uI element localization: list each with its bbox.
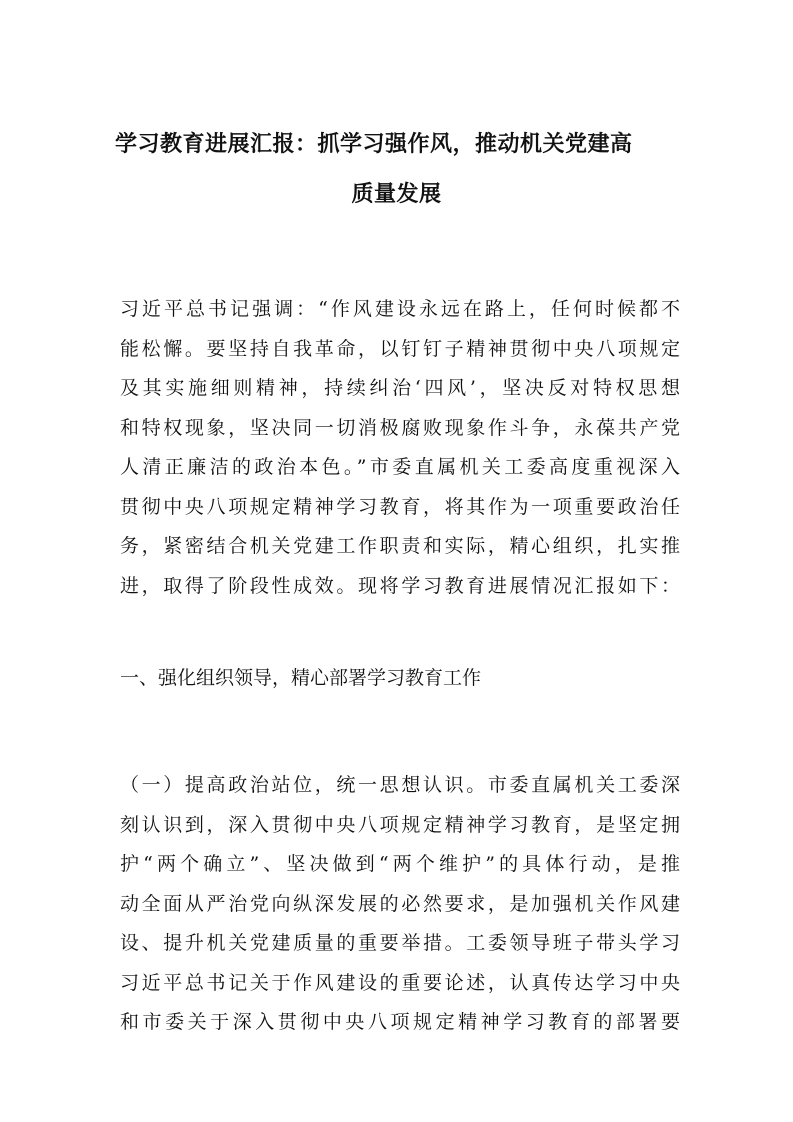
paragraph-line: 设、提升机关党建质量的重要举措。工委领导班子带头学习 <box>120 932 680 954</box>
paragraph-line: 人清正廉洁的政治本色。”市委直属机关工委高度重视深入 <box>120 456 680 478</box>
intro-paragraph <box>120 290 680 606</box>
paragraph-line: （一）提高政治站位，统一思想认识。市委直属机关工委深 <box>120 774 680 796</box>
paragraph-line: 进，取得了阶段性成效。现将学习教育进展情况汇报如下： <box>120 574 680 597</box>
document-title-line-1: 学习教育进展汇报：抓学习强作风，推动机关党建高 <box>115 131 633 157</box>
paragraph-line: 贯彻中央八项规定精神学习教育，将其作为一项重要政治任 <box>120 495 680 518</box>
section-paragraph <box>120 766 680 1043</box>
section-heading: 一、强化组织领导，精心部署学习教育工作 <box>120 667 482 689</box>
paragraph-line: 习近平总书记关于作风建设的重要论述，认真传达学习中央 <box>120 971 680 994</box>
paragraph-line: 和特权现象，坚决同一切消极腐败现象作斗争，永葆共产党 <box>120 416 680 439</box>
paragraph-line: 和市委关于深入贯彻中央八项规定精神学习教育的部署要 <box>120 1011 680 1033</box>
document-title-line-2: 质量发展 <box>351 181 442 207</box>
paragraph-line: 护“两个确立”、坚决做到“两个维护”的具体行动，是推 <box>120 853 680 875</box>
paragraph-line: 及其实施细则精神，持续纠治‘四风’，坚决反对特权思想 <box>120 377 680 399</box>
paragraph-line: 刻认识到，深入贯彻中央八项规定精神学习教育，是坚定拥 <box>120 813 680 836</box>
paragraph-line: 能松懈。要坚持自我革命，以钉钉子精神贯彻中央八项规定 <box>120 337 680 360</box>
paragraph-line: 动全面从严治党向纵深发展的必然要求，是加强机关作风建 <box>120 892 680 915</box>
paragraph-line: 习近平总书记强调：“作风建设永远在路上，任何时候都不 <box>120 298 680 320</box>
paragraph-line: 务，紧密结合机关党建工作职责和实际，精心组织，扎实推 <box>120 535 680 557</box>
